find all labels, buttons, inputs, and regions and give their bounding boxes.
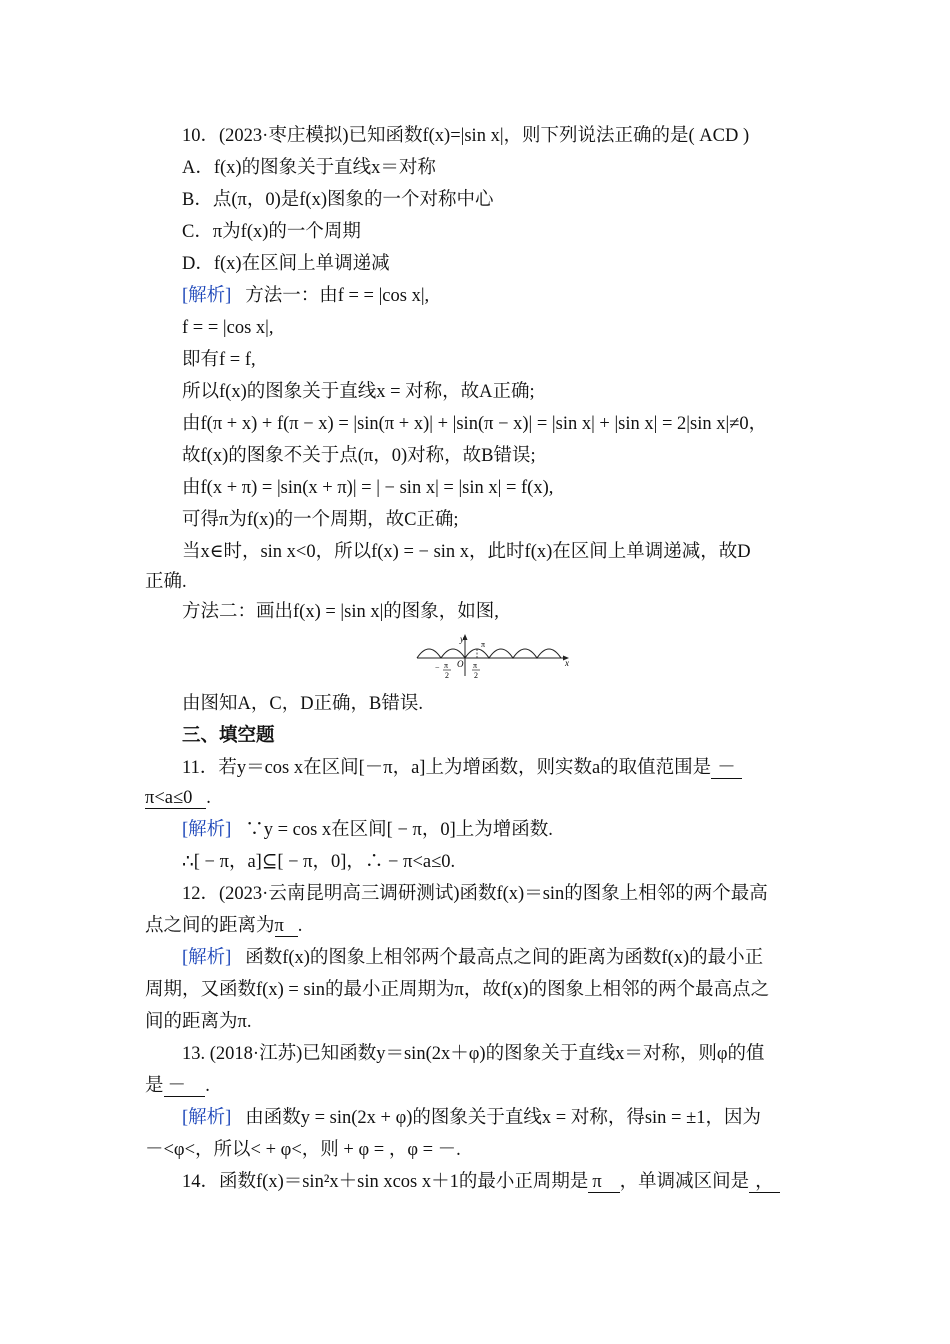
q12-solution-line-1 bbox=[182, 946, 763, 970]
solution-tag: [解析] bbox=[182, 820, 232, 840]
curve-abs-sin bbox=[417, 649, 561, 658]
q11-solution-line-1 bbox=[182, 818, 553, 842]
section-title: 三、填空题 bbox=[182, 726, 275, 746]
solution-tag: [解析] bbox=[182, 286, 232, 306]
y-label: y bbox=[460, 634, 464, 644]
q12-stem-text: 点之间的距离为 bbox=[145, 916, 275, 936]
q10-solution-line-7: 由f(x + π) = |sin(x + π)| = | − sin x| = |sin x| = f(x), bbox=[182, 478, 554, 498]
q14-answer-1-text: π bbox=[592, 1172, 602, 1192]
half-pi-numerator: π bbox=[473, 661, 478, 670]
q10-solution-line-12: 由图知A，C，D正确，B错误. bbox=[182, 694, 424, 714]
q10-solution-line-3: 即有f = f, bbox=[182, 350, 256, 370]
q11-stem-line-1 bbox=[182, 756, 742, 780]
solution-text: 方法一：由f = = |cos x|, bbox=[245, 286, 430, 306]
q11-solution-line-2: ∴[ − π，a]⊆[ − π，0]，∴ − π<a≤0. bbox=[182, 852, 456, 872]
q10-solution-line-2: f = = |cos x|, bbox=[182, 318, 274, 338]
q10-solution-line-1 bbox=[182, 284, 429, 308]
q10-solution-line-11: 方法二：画出f(x) = |sin x|的图象，如图, bbox=[182, 602, 499, 622]
q12-answer-text: π bbox=[274, 916, 284, 936]
q12-answer bbox=[275, 916, 298, 937]
q11-stem-text: 11．若y＝cos x在区间[－π，a]上为增函数，则实数a的取值范围是 bbox=[182, 758, 712, 778]
origin-label: O bbox=[457, 659, 464, 669]
q14-answer-1 bbox=[588, 1172, 619, 1193]
solution-text: ∵y = cos x在区间[ − π，0]上为增函数. bbox=[245, 820, 553, 840]
x-label: x bbox=[565, 658, 569, 668]
q10-solution-line-6: 故f(x)的图象不关于点(π，0)对称，故B错误; bbox=[182, 446, 536, 466]
solution-tag: [解析] bbox=[182, 1108, 232, 1128]
q10-stem: 10．(2023·枣庄模拟)已知函数f(x)=|sin x|，则下列说法正确的是( ACD ) bbox=[182, 126, 750, 146]
q13-stem-line-2 bbox=[145, 1074, 210, 1098]
q11-answer-part-1: － bbox=[711, 758, 742, 779]
q10-option-a: A．f(x)的图象关于直线x＝对称 bbox=[182, 158, 436, 178]
q10-option-c: C．π为f(x)的一个周期 bbox=[182, 222, 361, 242]
q11-tail: . bbox=[206, 788, 211, 808]
q12-solution-line-2: 周期，又函数f(x) = sin的最小正周期为π，故f(x)的图象上相邻的两个最高点之 bbox=[145, 980, 770, 1000]
half-pi-denominator: 2 bbox=[474, 671, 478, 680]
q14-stem-text: 14．函数f(x)＝sin²x＋sin xcos x＋1的最小正周期是 bbox=[182, 1172, 589, 1192]
q14-answer-2 bbox=[749, 1172, 780, 1193]
neg-sign: − bbox=[435, 663, 440, 672]
q14-stem bbox=[182, 1170, 780, 1194]
q14-mid-text: ，单调减区间是 bbox=[619, 1172, 750, 1192]
q10-option-b: B．点(π，0)是f(x)图象的一个对称中心 bbox=[182, 190, 494, 210]
q11-answer-part-2 bbox=[145, 788, 206, 809]
q11-stem-line-2 bbox=[145, 786, 211, 810]
q10-solution-line-8: 可得π为f(x)的一个周期，故C正确; bbox=[182, 510, 459, 530]
q13-stem-text: 是 bbox=[145, 1076, 164, 1096]
solution-tag: [解析] bbox=[182, 948, 232, 968]
q11-answer-text: π<a≤0 bbox=[145, 788, 193, 808]
q13-stem-line-1: 13. (2018·江苏)已知函数y＝sin(2x＋φ)的图象关于直线x＝对称，则φ的值 bbox=[182, 1044, 765, 1064]
q13-solution-line-2: －<φ<，所以< + φ<，则 + φ = ，φ = －. bbox=[145, 1140, 461, 1160]
q14-answer-2-text: ， bbox=[755, 1172, 774, 1192]
abs-sin-graph bbox=[415, 632, 580, 682]
neg-half-pi-numerator: π bbox=[444, 661, 449, 670]
q10-solution-line-5: 由f(π + x) + f(π − x) = |sin(π + x)| + |sin(π − x)| = |sin x| + |sin x| = 2|sin x|≠0， bbox=[182, 414, 768, 434]
q13-solution-line-1 bbox=[182, 1106, 761, 1130]
q10-option-d: D．f(x)在区间上单调递减 bbox=[182, 254, 390, 274]
q13-answer bbox=[164, 1076, 206, 1097]
q12-stem-line-2 bbox=[145, 914, 302, 938]
q10-solution-line-9: 当x∈时，sin x<0，所以f(x) = − sin x，此时f(x)在区间上单调递减，故D bbox=[182, 542, 751, 562]
q10-solution-line-4: 所以f(x)的图象关于直线x = 对称，故A正确; bbox=[182, 382, 535, 402]
solution-text: 函数f(x)的图象上相邻两个最高点之间的距离为函数f(x)的最小正 bbox=[245, 948, 764, 968]
q13-answer-text: － bbox=[167, 1076, 187, 1096]
q10-solution-line-10: 正确. bbox=[145, 572, 187, 592]
q12-stem-line-1: 12．(2023·云南昆明高三调研测试)函数f(x)＝sin的图象上相邻的两个最高 bbox=[182, 884, 768, 904]
q12-tail: . bbox=[297, 916, 303, 936]
q12-solution-line-3: 间的距离为π. bbox=[145, 1012, 252, 1032]
neg-half-pi-denominator: 2 bbox=[445, 671, 449, 680]
solution-text: 由函数y = sin(2x + φ)的图象关于直线x = 对称，得sin = ±1，因为 bbox=[245, 1108, 762, 1128]
q13-tail: . bbox=[205, 1076, 210, 1096]
pi-label: π bbox=[481, 640, 486, 649]
